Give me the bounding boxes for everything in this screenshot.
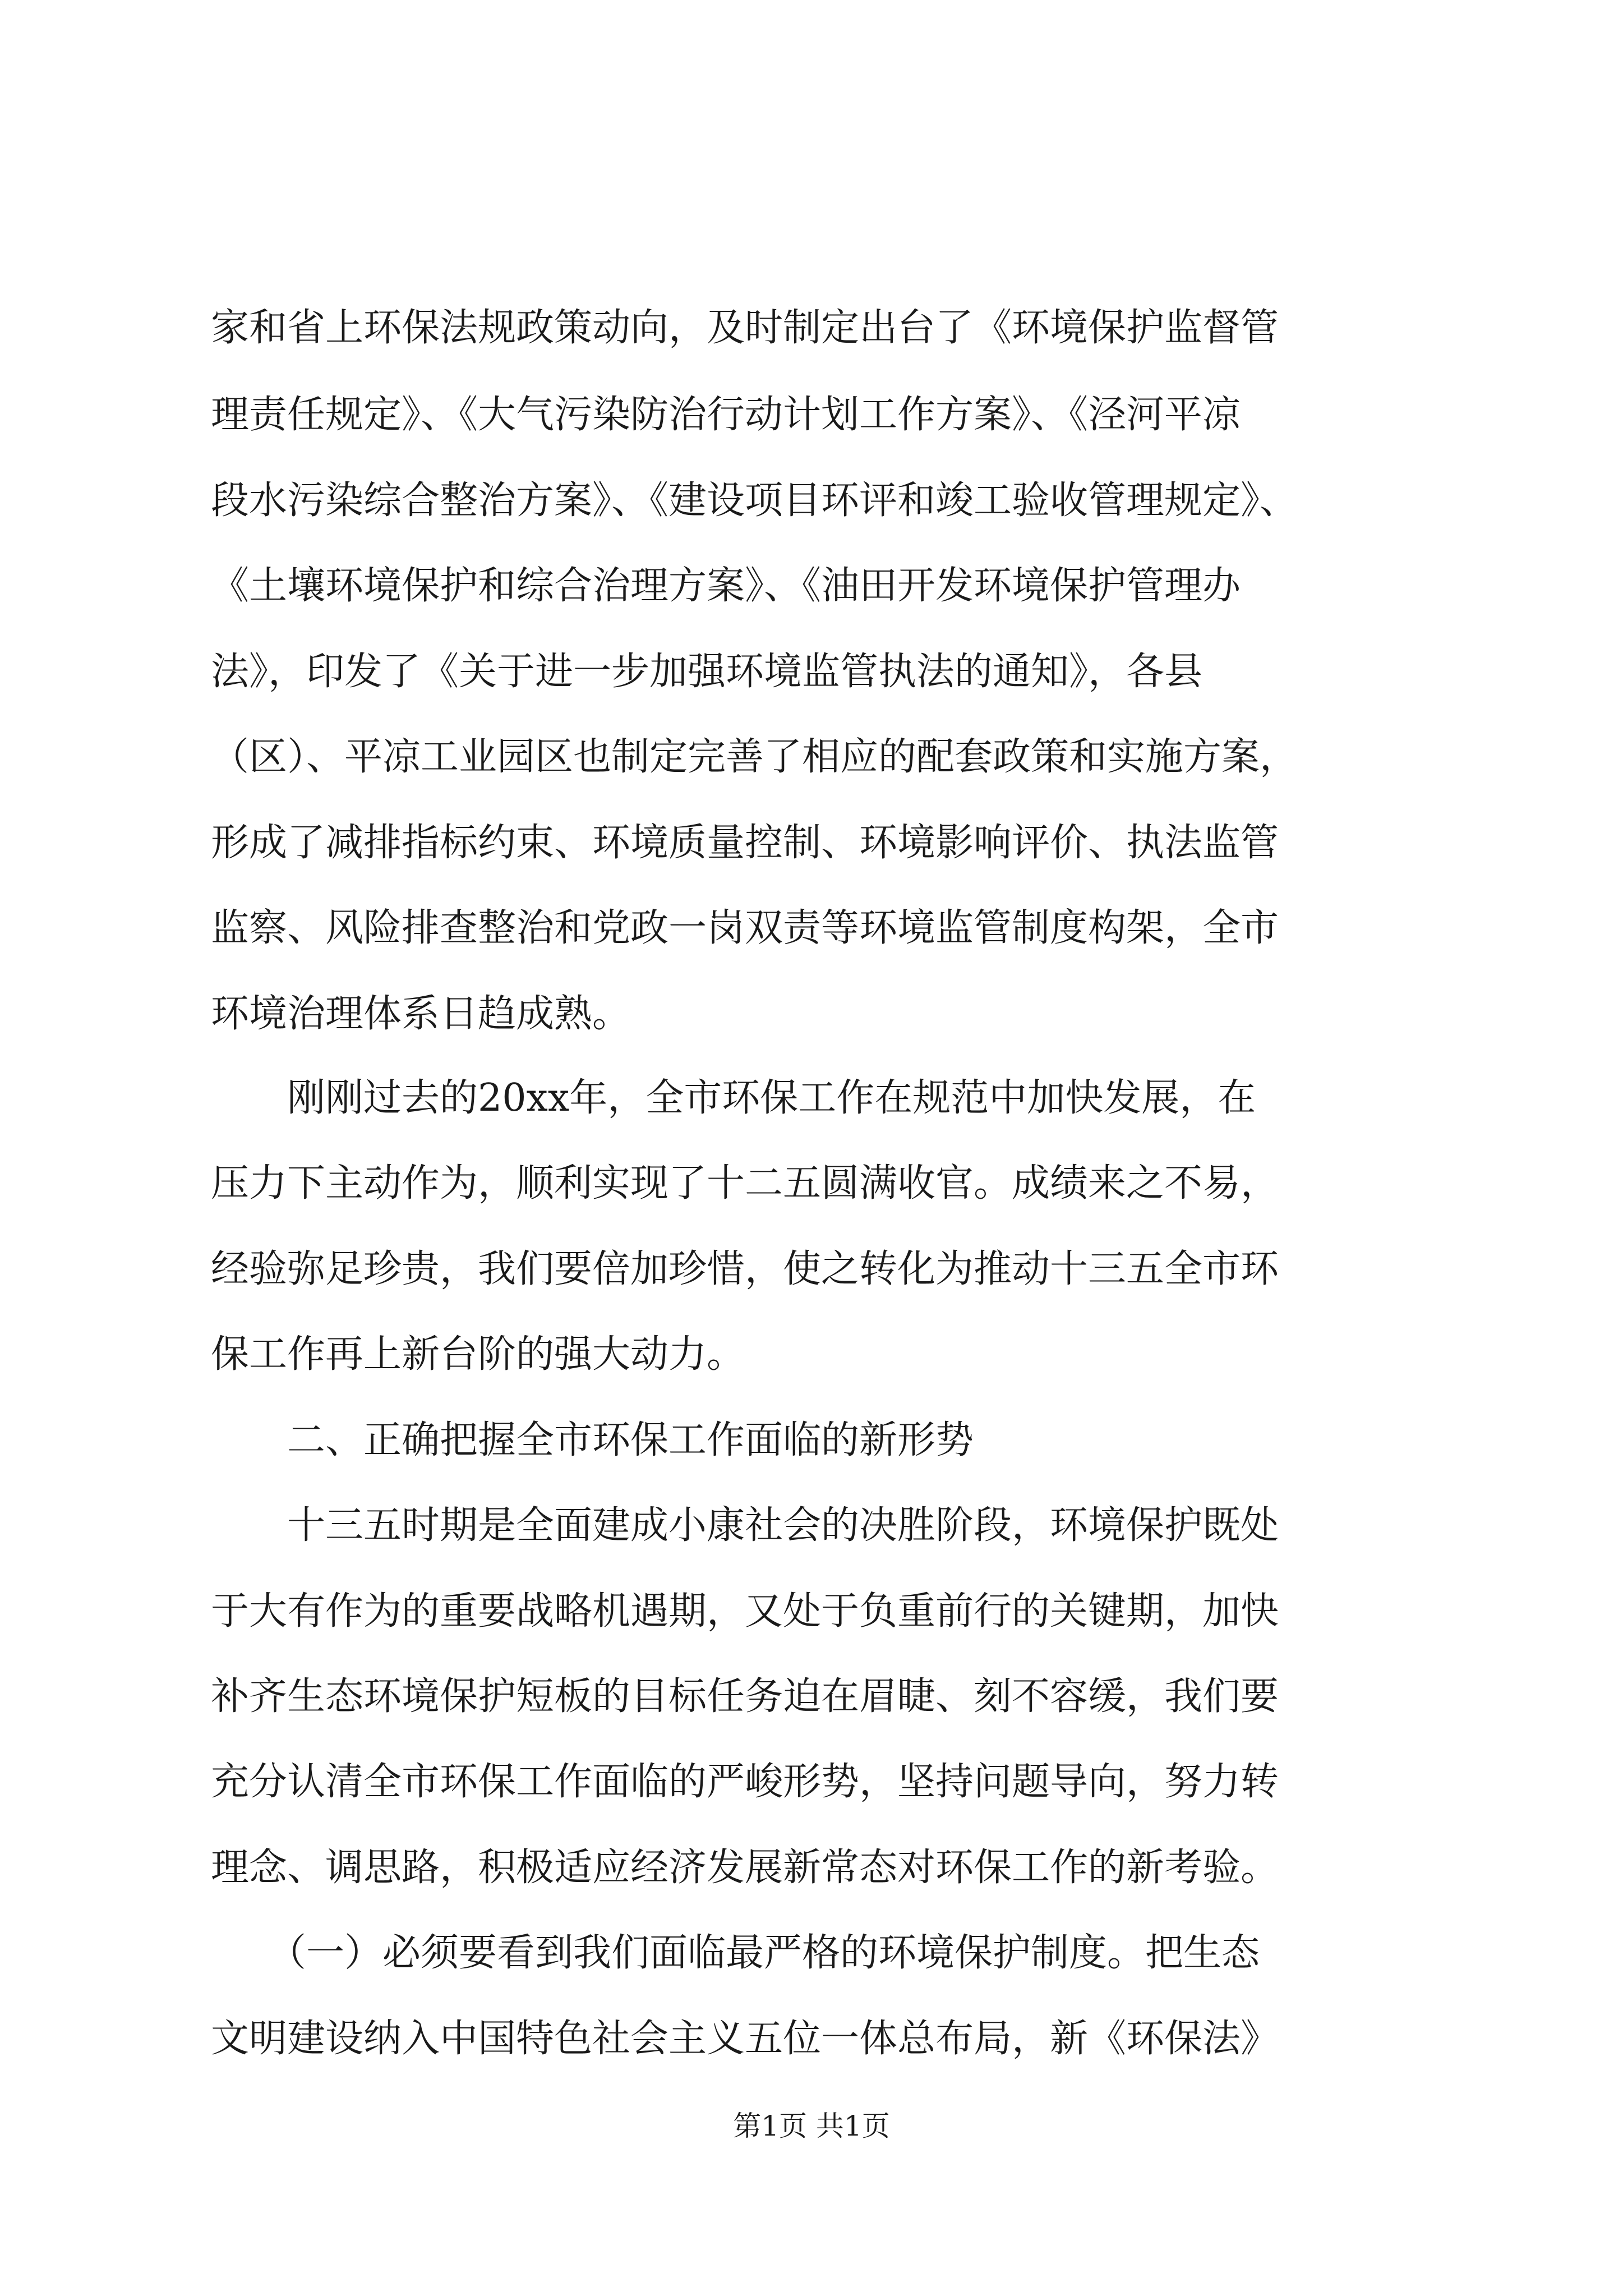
text-line-10: 刚刚过去的20xx年，全市环保工作在规范中加快发展，在	[211, 1076, 1256, 1120]
section-heading: 二、正确把握全市环保工作面临的新形势	[211, 1418, 974, 1462]
text-line-19: 理念、调思路，积极适应经济发展新常态对环保工作的新考验。	[211, 1846, 1279, 1890]
page-footer: 第1页 共1页	[733, 2110, 890, 2142]
text-line-16: 于大有作为的重要战略机遇期，又处于负重前行的关键期，加快	[211, 1589, 1279, 1634]
text-line-17: 补齐生态环境保护短板的目标任务迫在眉睫、刻不容缓，我们要	[211, 1674, 1279, 1719]
text-line-20: （一）必须要看到我们面临最严格的环境保护制度。把生态	[211, 1931, 1260, 1975]
text-line-8: 监察、风险排查整治和党政一岗双责等环境监管制度构架，全市	[211, 906, 1279, 950]
text-line-15: 十三五时期是全面建成小康社会的决胜阶段，环境保护既处	[211, 1503, 1279, 1548]
text-line-12: 经验弥足珍贵，我们要倍加珍惜，使之转化为推动十三五全市环	[211, 1247, 1279, 1291]
text-line-11: 压力下主动作为，顺利实现了十二五圆满收官。成绩来之不易，	[211, 1161, 1279, 1205]
text-line-3: 段水污染综合整治方案》、《建设项目环评和竣工验收管理规定》、	[211, 478, 1298, 523]
text-line-4: 《土壤环境保护和综合治理方案》、《油田开发环境保护管理办	[211, 564, 1241, 608]
text-line-1: 家和省上环保法规政策动向，及时制定出台了《环境保护监督管	[211, 306, 1279, 350]
text-line-2: 理责任规定》、《大气污染防治行动计划工作方案》、《泾河平凉	[211, 393, 1241, 437]
text-line-21: 文明建设纳入中国特色社会主义五位一体总布局，新《环保法》	[211, 2017, 1279, 2061]
text-line-5: 法》，印发了《关于进一步加强环境监管执法的通知》，各县	[211, 650, 1203, 694]
text-line-9: 环境治理体系日趋成熟。	[211, 992, 631, 1036]
text-line-18: 充分认清全市环保工作面临的严峻形势，坚持问题导向，努力转	[211, 1760, 1279, 1804]
text-line-13: 保工作再上新台阶的强大动力。	[211, 1332, 745, 1377]
text-line-7: 形成了减排指标约束、环境质量控制、环境影响评价、执法监管	[211, 821, 1279, 865]
text-line-6: （区）、平凉工业园区也制定完善了相应的配套政策和实施方案，	[211, 735, 1298, 779]
